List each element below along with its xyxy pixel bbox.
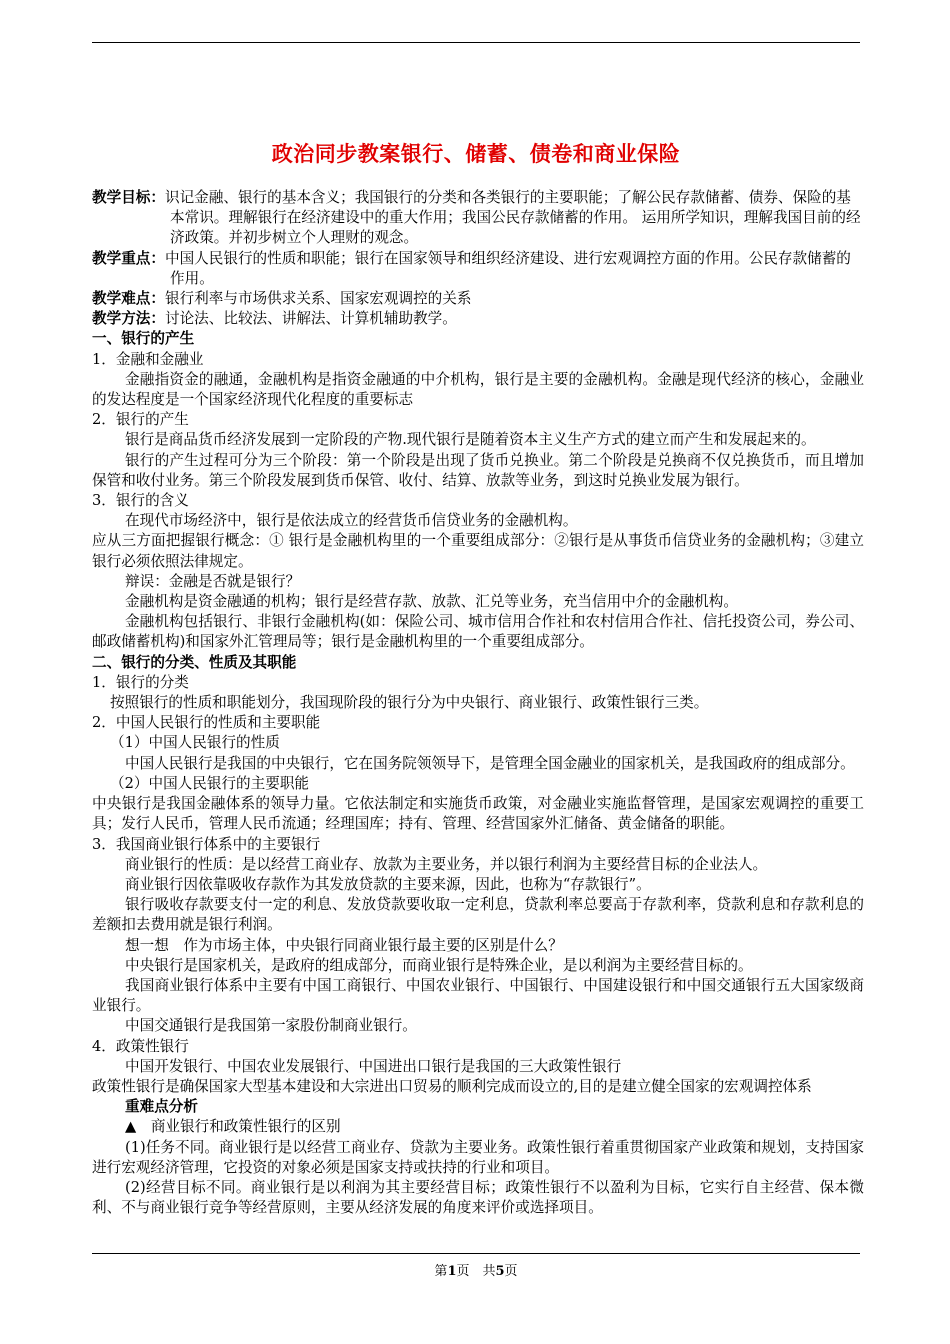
header-rule [92, 42, 860, 43]
paragraph: 银行的产生过程可分为三个阶段：第一个阶段是出现了货币兑换业。第二个阶段是兑换商不仅兑换货币，而且增加保管和收付业务。第三个阶段发展到货币保管、收付、结算、放款等业务，到这时兑换业发展为银行。 [92, 451, 864, 489]
subheading-2-2: 2．中国人民银行的性质和主要职能 [92, 714, 321, 732]
paragraph: 中国人民银行是我国的中央银行，它在国务院领领导下，是管理全国金融业的国家机关，是我国政府的组成部分。 [125, 754, 855, 772]
paragraph: 中央银行是我国金融体系的领导力量。它依法制定和实施货币政策，对金融业实施监督管理，是国家宏观调控的重要工具；发行人民币，管理人民币流通；经理国库；持有、管理、经营国家外汇储备、黄金储备的职能。 [92, 795, 864, 833]
document-body [92, 188, 864, 1218]
analysis-heading: 重难点分析 [125, 1098, 198, 1116]
paragraph: 金融机构是资金融通的机构；银行是经营存款、放款、汇兑等业务，充当信用中介的金融机构。 [125, 593, 738, 611]
paragraph: 银行是商品货币经济发展到一定阶段的产物.现代银行是随着资本主义生产方式的建立而产生和发展起来的。 [125, 431, 816, 449]
section-heading-2: 二、银行的分类、性质及其职能 [92, 653, 297, 671]
method-text: 讨论法、比较法、讲解法、计算机辅助教学。 [164, 310, 457, 328]
footer-pre: 第 [434, 1264, 448, 1279]
paragraph: (2)经营目标不同。商业银行是以利润为其主要经营目标；政策性银行不以盈利为目标，它实行自主经营、保本微利、不与商业银行竞争等经营原则，主要从经济发展的角度来评价或选择项目。 [92, 1178, 864, 1217]
paragraph: 按照银行的性质和职能划分，我国现阶段的银行分为中央银行、商业银行、政策性银行三类。 [110, 694, 709, 712]
footer-post: 页 [504, 1264, 518, 1279]
subheading-1-2: 2．银行的产生 [92, 411, 189, 429]
paragraph: (1)任务不同。商业银行是以经营工商业存、贷款为主要业务。政策性银行着重贯彻国家产业政策和规划，支持国家进行宏观经济管理，它投资的对象必须是国家支持或扶持的行业和项目。 [92, 1138, 864, 1176]
subheading-2-3: 3．我国商业银行体系中的主要银行 [92, 835, 321, 853]
paragraph: 政策性银行是确保国家大型基本建设和大宗进出口贸易的顺利完成而设立的,目的是建立健全国家的宏观调控体系 [92, 1077, 812, 1095]
key-label: 教学重点： [92, 249, 165, 267]
page-title: 政治同步教案银行、储蓄、债卷和商业保险 [271, 141, 681, 166]
sub-subheading: （1）中国人民银行的性质 [110, 734, 280, 752]
page-number: 1 [447, 1264, 457, 1279]
paragraph: 商业银行的性质：是以经营工商业存、放款为主要业务，并以银行利润为主要经营目标的企业法人。 [125, 855, 768, 873]
paragraph: 应从三方面把握银行概念：① 银行是金融机构里的一个重要组成部分：②银行是从事货币信贷业务的金融机构；③建立银行必须依照法律规定。 [92, 532, 864, 570]
page-footer [92, 1260, 860, 1279]
footer-rule [92, 1253, 860, 1254]
subheading-2-1: 1．银行的分类 [92, 673, 189, 691]
paragraph: 在现代市场经济中，银行是依法成立的经营货币信贷业务的金融机构。 [125, 512, 578, 530]
paragraph: 辩误：金融是否就是银行？ [125, 572, 301, 590]
paragraph: 金融指资金的融通，金融机构是指资金融通的中介机构，银行是主要的金融机构。金融是现代经济的核心，金融业的发达程度是一个国家经济现代化程度的重要标志 [92, 370, 864, 409]
diff-label: 教学难点： [92, 290, 165, 308]
key-text: 中国人民银行的性质和职能；银行在国家领导和组织经济建设、进行宏观调控方面的作用。公民存款储蓄的作用。 [164, 249, 851, 287]
paragraph: 中国开发银行、中国农业发展银行、中国进出口银行是我国的三大政策性银行 [125, 1057, 622, 1075]
paragraph: 我国商业银行体系中主要有中国工商银行、中国农业银行、中国银行、中国建设银行和中国交通银行五大国家级商业银行。 [92, 976, 864, 1015]
sub-subheading: （2）中国人民银行的主要职能 [110, 774, 310, 792]
teaching-difficulty [92, 289, 864, 309]
subheading-1-3: 3．银行的含义 [92, 492, 189, 510]
teaching-key [92, 249, 864, 289]
goal-label: 教学目标： [92, 189, 165, 206]
subheading-2-4: 4．政策性银行 [92, 1037, 189, 1055]
paragraph: 金融机构包括银行、非银行金融机构(如：保险公司、城市信用合作社和农村信用合作社、信托投资公司，券公司、邮政储蓄机构)和国家外汇管理局等；银行是金融机构里的一个重要组成部分。 [92, 613, 864, 651]
paragraph: 中国交通银行是我国第一家股份制商业银行。 [125, 1017, 417, 1035]
diff-text: 银行利率与市场供求关系、国家宏观调控的关系 [164, 290, 472, 308]
paragraph: 想一想 作为市场主体，中央银行同商业银行最主要的区别是什么？ [125, 936, 563, 954]
paragraph: 商业银行因依靠吸收存款作为其发放贷款的主要来源，因此，也称为“存款银行”。 [125, 875, 651, 893]
page-total: 5 [495, 1264, 505, 1279]
footer-mid: 页 共 [456, 1264, 496, 1279]
section-heading-1: 一、银行的产生 [92, 330, 195, 348]
method-label: 教学方法： [92, 310, 165, 328]
paragraph: 银行吸收存款要支付一定的利息、发放贷款要收取一定利息，贷款利率总要高于存款利率，贷款利息和存款利息的差额扣去费用就是银行利润。 [92, 896, 864, 934]
teaching-goal [92, 188, 864, 249]
subheading-1-1: 1．金融和金融业 [92, 350, 204, 368]
teaching-method [92, 309, 864, 329]
goal-text: 识记金融、银行的基本含义；我国银行的分类和各类银行的主要职能；了解公民存款储蓄、债券、保险的基本常识。理解银行在经济建设中的重大作用；我国公民存款储蓄的作用。 运用所学知识，理解我国目前的经济政策。并初步树立个人理财的观念。 [164, 189, 861, 247]
triangle-bullet-item: ▲ 商业银行和政策性银行的区别 [125, 1118, 341, 1136]
paragraph: 中央银行是国家机关，是政府的组成部分，而商业银行是特殊企业，是以利润为主要经营目标的。 [125, 956, 753, 974]
